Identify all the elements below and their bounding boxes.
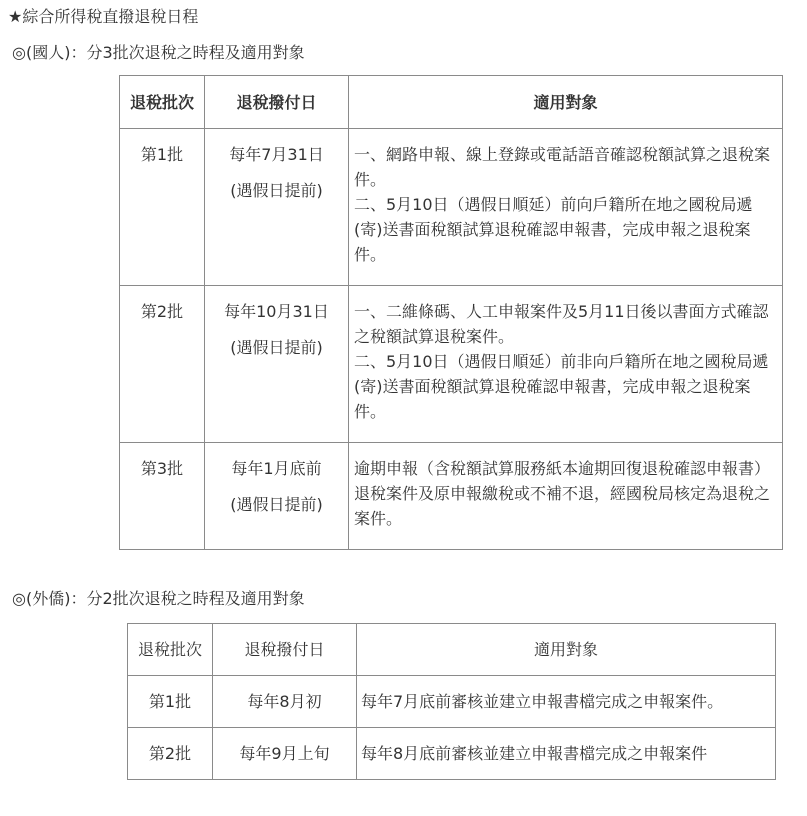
table-header-row [120, 76, 783, 129]
column-header-payment-date: 退稅撥付日 [205, 76, 349, 129]
payment-date-note: (遇假日提前) [230, 181, 323, 200]
batch-cell: 第2批 [120, 286, 205, 443]
column-header-applicable-target: 適用對象 [349, 76, 783, 129]
table-row [120, 443, 783, 550]
payment-date: 每年10月31日 [224, 302, 329, 321]
foreigners-section-heading: ◎(外僑)：分2批次退稅之時程及適用對象 [12, 589, 305, 608]
citizens-refund-schedule-table [119, 75, 783, 550]
applicable-target-cell: 每年8月底前審核並建立申報書檔完成之申報案件 [357, 728, 776, 780]
applicable-target-cell: 一、網路申報、線上登錄或電話語音確認稅額試算之退稅案件。 二、5月10日（遇假日順延）前向戶籍所在地之國稅局遞(寄)送書面稅額試算退稅確認申報書，完成申報之退稅案件。 [349, 129, 783, 286]
applicable-target-cell: 每年7月底前審核並建立申報書檔完成之申報案件。 [357, 676, 776, 728]
column-header-batch: 退稅批次 [128, 624, 213, 676]
payment-date-cell [205, 129, 349, 286]
payment-date-note: (遇假日提前) [230, 338, 323, 357]
citizens-section-heading: ◎(國人)：分3批次退稅之時程及適用對象 [12, 43, 305, 62]
payment-date-cell [205, 443, 349, 550]
foreigners-refund-schedule-table [127, 623, 776, 780]
column-header-applicable-target: 適用對象 [357, 624, 776, 676]
batch-cell: 第2批 [128, 728, 213, 780]
page-title: ★綜合所得稅直撥退稅日程 [8, 7, 199, 26]
table-row [120, 129, 783, 286]
column-header-batch: 退稅批次 [120, 76, 205, 129]
payment-date-cell [205, 286, 349, 443]
payment-date-note: (遇假日提前) [230, 495, 323, 514]
payment-date: 每年1月底前 [231, 459, 322, 478]
column-header-payment-date: 退稅撥付日 [213, 624, 357, 676]
payment-date: 每年7月31日 [229, 145, 324, 164]
batch-cell: 第3批 [120, 443, 205, 550]
table-row [128, 728, 776, 780]
applicable-target-cell: 逾期申報（含稅額試算服務紙本逾期回復退稅確認申報書）退稅案件及原申報繳稅或不補不退，經國稅局核定為退稅之案件。 [349, 443, 783, 550]
batch-cell: 第1批 [120, 129, 205, 286]
table-header-row [128, 624, 776, 676]
applicable-target-cell: 一、二維條碼、人工申報案件及5月11日後以書面方式確認之稅額試算退稅案件。 二、5月10日（遇假日順延）前非向戶籍所在地之國稅局遞(寄)送書面稅額試算退稅確認申報書，完成申報之退稅案件。 [349, 286, 783, 443]
payment-date-cell: 每年9月上旬 [213, 728, 357, 780]
table-row [128, 676, 776, 728]
table-row [120, 286, 783, 443]
batch-cell: 第1批 [128, 676, 213, 728]
payment-date-cell: 每年8月初 [213, 676, 357, 728]
